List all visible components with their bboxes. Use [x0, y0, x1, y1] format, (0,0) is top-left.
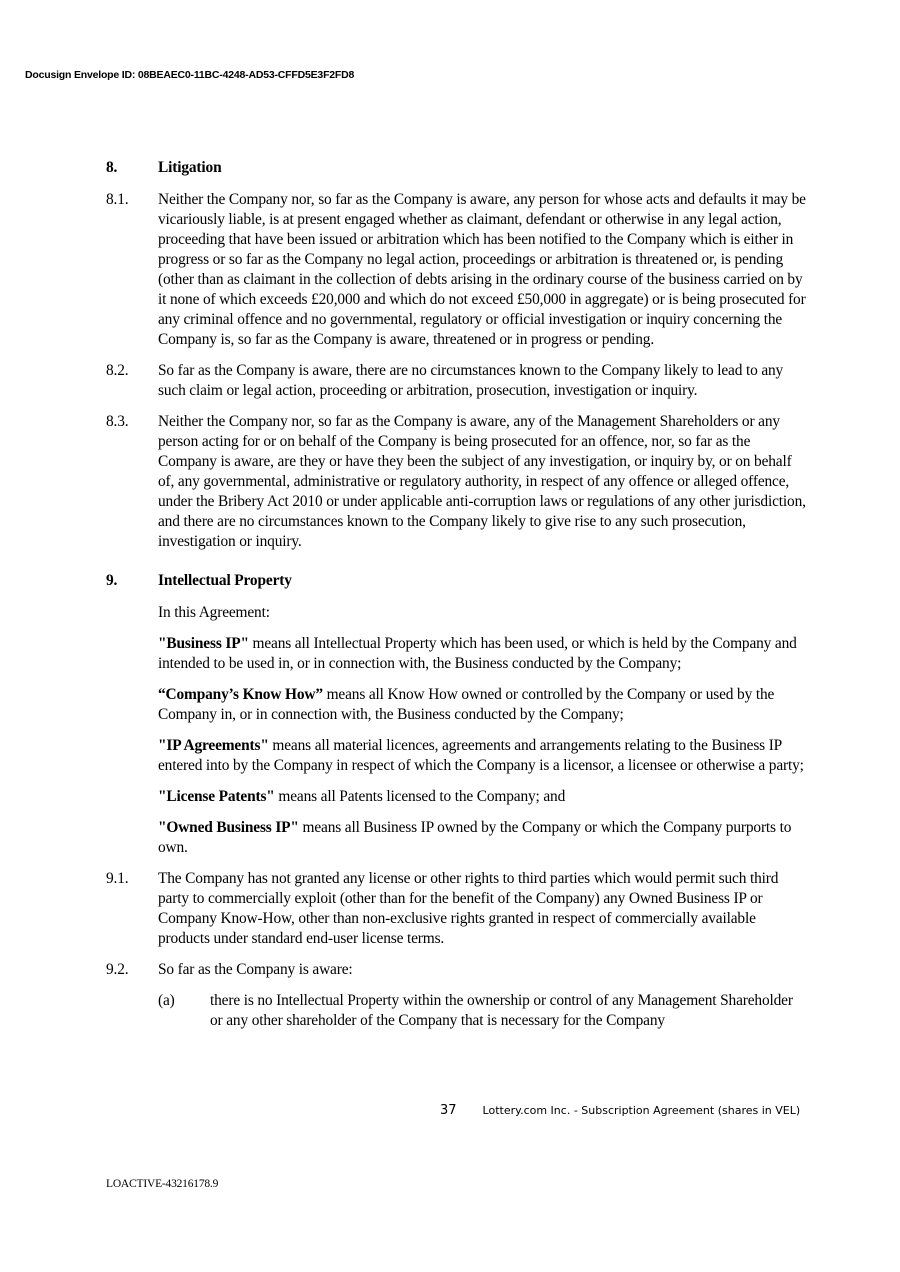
clause-number: 8.1. — [106, 191, 129, 208]
definition-text: means all Know How owned or controlled by the Company or used by the Company in, or in connection with, the Business conducted by the Company; — [158, 686, 775, 723]
clause-number: 8.3. — [106, 413, 129, 430]
definition-ip-agreements — [106, 736, 806, 776]
clause-text: Neither the Company nor, so far as the Company is aware, any of the Management Shareholders or any person acting for or on behalf of the Company is being prosecuted for an offence, nor, so far as the Company is aware, are they or have they been the subject of any investigation, or inquiry by, or on behalf of, any governmental, administrative or regulatory authority, in respect of any offence or alleged offence, under the Bribery Act 2010 or under applicable anti-corruption laws or regulations of any other jurisdiction, and there are no circumstances known to the Company likely to give rise to any such prosecution, investigation or inquiry. — [158, 413, 806, 550]
footer-title: Lottery.com Inc. - Subscription Agreement (shares in VEL) — [482, 1104, 801, 1117]
sub-item-text: there is no Intellectual Property within the ownership or control of any Management Shareholder or any other shareholder of the Company that is necessary for the Company — [210, 992, 793, 1029]
page-number: 37 — [440, 1103, 457, 1118]
definition-license-patents — [106, 787, 806, 807]
clause-number: 9.2. — [106, 961, 129, 978]
docusign-envelope-id: Docusign Envelope ID: 08BEAEC0-11BC-4248-AD53-CFFD5E3F2FD8 — [25, 69, 355, 81]
definition-term: "License Patents" — [158, 788, 275, 805]
clause-8-3 — [106, 412, 806, 552]
clause-number: 8.2. — [106, 362, 129, 379]
section-title: Intellectual Property — [158, 572, 292, 589]
clause-text: So far as the Company is aware: — [158, 961, 353, 978]
page-footer — [440, 1103, 800, 1118]
clause-text: The Company has not granted any license or other rights to third parties which would permit such third party to commercially exploit (other than for the benefit of the Company) any Owned Business IP or Company Know-How, other than non-exclusive rights granted in respect of commercially available products under standard end-user license terms. — [158, 870, 779, 947]
definition-company-know-how — [106, 685, 806, 725]
definition-term: "IP Agreements" — [158, 737, 269, 754]
definition-text: means all Business IP owned by the Company or which the Company purports to own. — [158, 819, 792, 856]
definition-owned-business-ip — [106, 818, 806, 858]
definition-business-ip — [106, 634, 806, 674]
sub-item-a — [106, 991, 806, 1031]
definition-text: means all Intellectual Property which has been used, or which is held by the Company and intended to be used in, or in connection with, the Business conducted by the Company; — [158, 635, 797, 672]
definition-term: "Business IP" — [158, 635, 249, 652]
clause-8-2 — [106, 361, 806, 401]
clause-text: Neither the Company nor, so far as the Company is aware, any person for whose acts and defaults it may be vicariously liable, is at present engaged whether as claimant, defendant or otherwise in any legal action, proceeding that have been issued or arbitration which has been notified to the Company which is either in progress or so far as the Company no legal action, proceedings or arbitration is threatened or, is pending (other than as claimant in the collection of debts arising in the ordinary course of the business carried on by it none of which exceeds £20,000 and which do not exceed £50,000 in aggregate) or is being prosecuted for any criminal offence and no governmental, regulatory or official investigation or inquiry concerning the Company is, so far as the Company is aware, threatened or in progress or pending. — [158, 191, 806, 348]
document-id: LOACTIVE-43216178.9 — [106, 1178, 219, 1190]
definitions-intro: In this Agreement: — [158, 604, 270, 621]
section-9-heading — [106, 571, 806, 591]
section-number: 9. — [106, 572, 118, 589]
clause-text: So far as the Company is aware, there are no circumstances known to the Company likely to lead to any such claim or legal action, proceeding or arbitration, prosecution, investigation or inquiry. — [158, 362, 784, 399]
section-title: Litigation — [158, 159, 222, 176]
clause-9-2 — [106, 960, 806, 980]
document-body — [106, 158, 806, 1031]
clause-8-1 — [106, 190, 806, 350]
clause-9-1 — [106, 869, 806, 949]
sub-item-letter: (a) — [158, 992, 175, 1009]
section-number: 8. — [106, 159, 118, 176]
definition-term: “Company’s Know How” — [158, 686, 323, 703]
clause-number: 9.1. — [106, 870, 129, 887]
definition-term: "Owned Business IP" — [158, 819, 299, 836]
section-8-heading — [106, 158, 806, 178]
definition-text: means all Patents licensed to the Company; and — [274, 788, 566, 805]
definition-text: means all material licences, agreements and arrangements relating to the Business IP entered into by the Company in respect of which the Company is a licensor, a licensee or otherwise a party; — [158, 737, 804, 774]
